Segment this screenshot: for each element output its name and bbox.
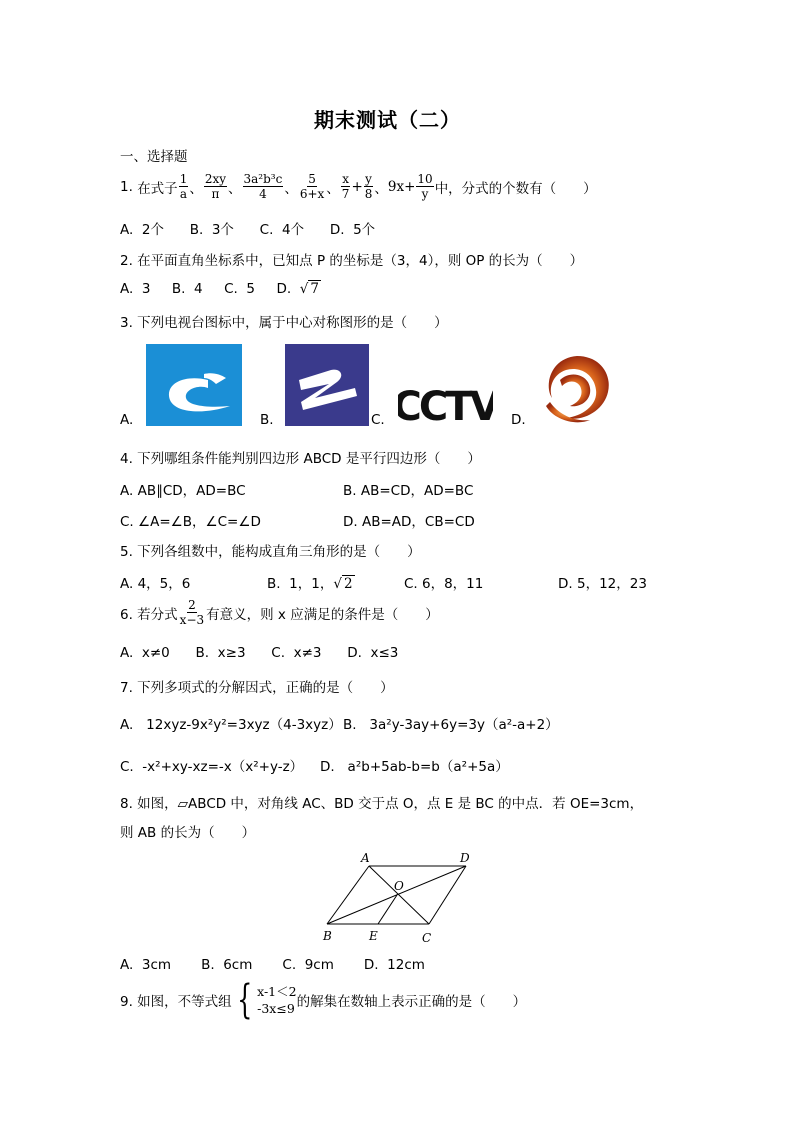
fraction: $\frac{1}{a}$ <box>179 172 188 201</box>
tv-logo-a-icon <box>146 344 242 426</box>
cctv-logo-icon <box>398 378 493 426</box>
fraction: $\frac{y}{8}$ <box>364 172 373 201</box>
option-label: C. <box>371 412 385 428</box>
fraction: $\frac{5}{6+x}$ <box>299 172 325 201</box>
sqrt-expression: √ 2 <box>333 576 353 592</box>
point-label: B <box>323 929 332 943</box>
question-1: 1. 在式子 $\frac{1}{a}$ 、 $\frac{2xy}{\pi}$ 、 $\frac{\text{3a²b³c}}{4}$ 、 $\frac{5}{6+x}$ 、 $\frac{x}{7}$ + $\frac{y}{8}$ 、 9x+ $\frac{10}{y}$ 中，分式的个数有（ ） <box>120 172 597 201</box>
inequality-system: { x-1＜2 -3x≤9 <box>236 977 297 1023</box>
option-b: B. 3a²y-3ay+6y=3y（a²-a+2） <box>343 717 559 733</box>
option-label: B. <box>260 412 274 428</box>
option-d: D. a²b+5ab-b=b（a²+5a） <box>320 759 509 775</box>
option-d: D. AB=AD，CB=CD <box>343 514 475 530</box>
option-a: A. 12xyz-9x²y²=3xyz（4-3xyz） <box>120 717 342 733</box>
answer-options: A. 3cm B. 6cm C. 9cm D. 12cm <box>120 957 425 973</box>
fraction: $\frac{2xy}{\pi}$ <box>204 172 227 201</box>
tv-logo-b-icon <box>285 344 369 426</box>
option-b: B. AB=CD，AD=BC <box>343 483 474 499</box>
question-3: 3. 下列电视台图标中，属于中心对称图形的是（ ） <box>120 315 448 331</box>
point-label: A <box>361 851 370 865</box>
point-label: D <box>460 851 470 865</box>
page-title: 期末测试（二） <box>314 108 461 132</box>
svg-text:CCTV: CCTV <box>398 384 493 426</box>
question-9: 9. 如图，不等式组 { x-1＜2 -3x≤9 的解集在数轴上表示正确的是（ ） <box>120 977 527 1023</box>
option-b: B. 1，1，√ 2 <box>267 576 353 592</box>
point-label: E <box>369 929 378 943</box>
sqrt-expression: √ 7 <box>299 281 319 297</box>
answer-options: A. 3 B. 4 C. 5 D. √ 7 <box>120 281 319 297</box>
question-2: 2. 在平面直角坐标系中，已知点 P 的坐标是（3，4），则 OP 的长为（ ） <box>120 253 584 269</box>
tv-logo-d-icon <box>540 352 614 426</box>
option-c: C. -x²+xy-xz=-x（x²+y-z） <box>120 759 304 775</box>
answer-options: A. x≠0 B. x≥3 C. x≠3 D. x≤3 <box>120 645 399 661</box>
question-8: 8. 如图，▱ABCD 中，对角线 AC、BD 交于点 O，点 E 是 BC 的中点．若 OE=3cm， <box>120 796 644 812</box>
answer-options: A. 2个 B. 3个 C. 4个 D. 5个 <box>120 222 376 238</box>
option-d: D. 5，12，23 <box>558 576 647 592</box>
parallelogram-figure <box>316 848 486 948</box>
point-label: O <box>394 879 404 893</box>
fraction: $\frac{2}{x-3}$ <box>179 598 205 627</box>
option-c: C. 6，8，11 <box>404 576 484 592</box>
option-label: A. <box>120 412 134 428</box>
option-a: A. AB∥CD，AD=BC <box>120 483 246 499</box>
question-4: 4. 下列哪组条件能判别四边形 ABCD 是平行四边形（ ） <box>120 451 481 467</box>
point-label: C <box>422 931 432 945</box>
fraction: $\frac{\text{3a²b³c}}{4}$ <box>243 172 283 201</box>
fraction: $\frac{10}{y}$ <box>417 172 433 201</box>
option-a: A. 4，5，6 <box>120 576 191 592</box>
section-heading: 一、选择题 <box>120 149 188 165</box>
question-5: 5. 下列各组数中，能构成直角三角形的是（ ） <box>120 544 421 560</box>
question-number: 1. <box>120 178 133 195</box>
question-7: 7. 下列多项式的分解因式，正确的是（ ） <box>120 680 394 696</box>
question-tail: 中，分式的个数有（ ） <box>434 180 597 197</box>
fraction: $\frac{x}{7}$ <box>341 172 350 201</box>
option-c: C. ∠A=∠B，∠C=∠D <box>120 514 261 530</box>
question-6: 6. 若分式 $\frac{2}{x-3}$ 有意义，则 x 应满足的条件是（ ） <box>120 598 439 627</box>
question-8-cont: 则 AB 的长为（ ） <box>120 825 256 841</box>
option-label: D. <box>511 412 526 428</box>
question-lead: 在式子 <box>137 180 178 197</box>
